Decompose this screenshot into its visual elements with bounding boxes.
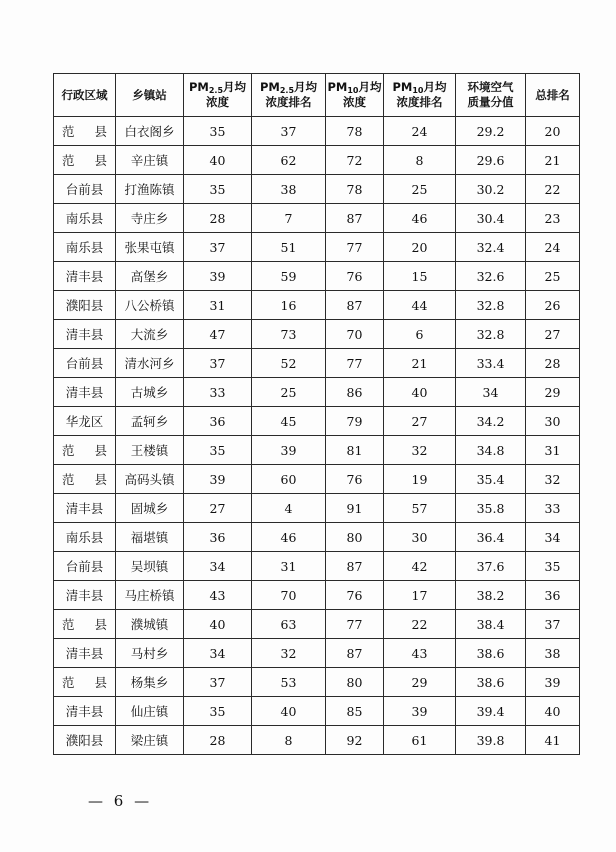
subscript: 2.5 <box>208 86 224 95</box>
table-row <box>54 233 580 262</box>
cell-pm25: 37 <box>184 233 252 262</box>
table-row <box>54 175 580 204</box>
cell-town: 张果屯镇 <box>116 233 184 262</box>
cell-score: 29.6 <box>456 146 526 175</box>
cell-score: 32.4 <box>456 233 526 262</box>
cell-pm10: 80 <box>326 668 384 697</box>
cell-pm10: 81 <box>326 436 384 465</box>
cell-town: 福堪镇 <box>116 523 184 552</box>
cell-pm25: 28 <box>184 204 252 233</box>
cell-score: 39.4 <box>456 697 526 726</box>
table-row <box>54 146 580 175</box>
cell-total-rank: 22 <box>526 175 580 204</box>
header-text: 月均 <box>294 80 318 94</box>
column-header-line: 环境空气 <box>467 80 514 94</box>
cell-score: 38.6 <box>456 668 526 697</box>
cell-pm10: 76 <box>326 465 384 494</box>
header-text: 月均 <box>223 80 247 94</box>
cell-town: 杨集乡 <box>116 668 184 697</box>
column-header-town <box>116 74 184 117</box>
table-row <box>54 117 580 146</box>
cell-town: 古城乡 <box>116 378 184 407</box>
cell-score: 33.4 <box>456 349 526 378</box>
cell-town: 寺庄乡 <box>116 204 184 233</box>
air-quality-ranking-table <box>53 73 580 755</box>
cell-pm10-rank: 44 <box>384 291 456 320</box>
cell-pm25-rank: 59 <box>252 262 326 291</box>
cell-pm10-rank: 32 <box>384 436 456 465</box>
table-row <box>54 204 580 233</box>
cell-town: 高码头镇 <box>116 465 184 494</box>
cell-total-rank: 32 <box>526 465 580 494</box>
cell-pm10-rank: 15 <box>384 262 456 291</box>
cell-total-rank: 41 <box>526 726 580 755</box>
cell-pm10-rank: 61 <box>384 726 456 755</box>
cell-pm10-rank: 46 <box>384 204 456 233</box>
cell-total-rank: 34 <box>526 523 580 552</box>
column-header-score <box>456 74 526 117</box>
cell-pm10-rank: 42 <box>384 552 456 581</box>
cell-total-rank: 35 <box>526 552 580 581</box>
cell-pm10-rank: 6 <box>384 320 456 349</box>
cell-pm10: 80 <box>326 523 384 552</box>
header-text: 月均 <box>423 80 447 94</box>
subscript: 2.5 <box>279 86 295 95</box>
cell-pm25-rank: 70 <box>252 581 326 610</box>
table-row <box>54 320 580 349</box>
cell-town: 仙庄镇 <box>116 697 184 726</box>
column-header-pm25-rank <box>252 74 326 117</box>
cell-pm10: 87 <box>326 552 384 581</box>
header-text: PM <box>188 80 209 94</box>
cell-town: 辛庄镇 <box>116 146 184 175</box>
cell-pm25: 34 <box>184 639 252 668</box>
cell-pm25: 31 <box>184 291 252 320</box>
table-row <box>54 349 580 378</box>
cell-pm10-rank: 39 <box>384 697 456 726</box>
cell-town: 梁庄镇 <box>116 726 184 755</box>
cell-pm25-rank: 60 <box>252 465 326 494</box>
cell-county: 范 县 <box>54 436 116 465</box>
cell-pm25: 37 <box>184 349 252 378</box>
table-body <box>54 117 580 755</box>
cell-county: 范 县 <box>54 610 116 639</box>
cell-total-rank: 23 <box>526 204 580 233</box>
table-row <box>54 291 580 320</box>
cell-county: 清丰县 <box>54 320 116 349</box>
cell-total-rank: 30 <box>526 407 580 436</box>
column-header-line <box>184 80 251 95</box>
cell-total-rank: 33 <box>526 494 580 523</box>
cell-pm10: 72 <box>326 146 384 175</box>
cell-pm25: 36 <box>184 523 252 552</box>
cell-town: 固城乡 <box>116 494 184 523</box>
page-number: — 6 — <box>88 792 153 810</box>
table-row <box>54 262 580 291</box>
column-header-line: 浓度排名 <box>265 95 312 109</box>
header-text: 月均 <box>358 80 382 94</box>
header-text: PM <box>327 80 348 94</box>
cell-pm10-rank: 21 <box>384 349 456 378</box>
cell-pm10: 91 <box>326 494 384 523</box>
cell-pm10-rank: 27 <box>384 407 456 436</box>
cell-pm25-rank: 40 <box>252 697 326 726</box>
cell-county: 范 县 <box>54 146 116 175</box>
cell-pm10-rank: 25 <box>384 175 456 204</box>
cell-pm25: 27 <box>184 494 252 523</box>
cell-pm10: 87 <box>326 204 384 233</box>
cell-pm10: 76 <box>326 262 384 291</box>
cell-pm10-rank: 40 <box>384 378 456 407</box>
cell-pm25-rank: 16 <box>252 291 326 320</box>
cell-pm25-rank: 46 <box>252 523 326 552</box>
cell-total-rank: 25 <box>526 262 580 291</box>
cell-score: 35.4 <box>456 465 526 494</box>
cell-county: 台前县 <box>54 175 116 204</box>
cell-county: 南乐县 <box>54 204 116 233</box>
cell-pm25: 35 <box>184 697 252 726</box>
cell-pm25-rank: 52 <box>252 349 326 378</box>
cell-pm25: 33 <box>184 378 252 407</box>
cell-county: 范 县 <box>54 668 116 697</box>
cell-total-rank: 21 <box>526 146 580 175</box>
cell-pm25: 35 <box>184 436 252 465</box>
column-header-county <box>54 74 116 117</box>
cell-county: 清丰县 <box>54 639 116 668</box>
cell-county: 台前县 <box>54 552 116 581</box>
cell-score: 32.8 <box>456 291 526 320</box>
cell-county: 濮阳县 <box>54 291 116 320</box>
column-header-line: 行政区域 <box>61 87 108 102</box>
cell-town: 高堡乡 <box>116 262 184 291</box>
table-header-row <box>54 74 580 117</box>
cell-total-rank: 24 <box>526 233 580 262</box>
cell-pm25-rank: 62 <box>252 146 326 175</box>
cell-score: 37.6 <box>456 552 526 581</box>
cell-pm25-rank: 73 <box>252 320 326 349</box>
cell-town: 清水河乡 <box>116 349 184 378</box>
column-header-line <box>252 80 325 95</box>
cell-pm10: 78 <box>326 175 384 204</box>
table-row <box>54 639 580 668</box>
table-row <box>54 610 580 639</box>
table-row <box>54 494 580 523</box>
cell-pm10-rank: 20 <box>384 233 456 262</box>
cell-pm10: 87 <box>326 291 384 320</box>
cell-total-rank: 31 <box>526 436 580 465</box>
cell-pm25-rank: 38 <box>252 175 326 204</box>
cell-score: 38.6 <box>456 639 526 668</box>
cell-pm25-rank: 7 <box>252 204 326 233</box>
header-text: PM <box>259 80 280 94</box>
cell-pm25-rank: 53 <box>252 668 326 697</box>
cell-pm25: 40 <box>184 146 252 175</box>
cell-pm25-rank: 25 <box>252 378 326 407</box>
cell-score: 38.4 <box>456 610 526 639</box>
cell-pm25: 34 <box>184 552 252 581</box>
cell-pm10-rank: 22 <box>384 610 456 639</box>
cell-pm10: 86 <box>326 378 384 407</box>
cell-pm10-rank: 30 <box>384 523 456 552</box>
cell-pm25-rank: 8 <box>252 726 326 755</box>
cell-pm25-rank: 37 <box>252 117 326 146</box>
column-header-line <box>326 80 383 95</box>
cell-county: 清丰县 <box>54 262 116 291</box>
cell-town: 濮城镇 <box>116 610 184 639</box>
column-header-line: 总排名 <box>535 87 570 102</box>
column-header-pm10-rank <box>384 74 456 117</box>
column-header-line <box>384 80 455 95</box>
cell-score: 29.2 <box>456 117 526 146</box>
cell-total-rank: 27 <box>526 320 580 349</box>
cell-county: 清丰县 <box>54 581 116 610</box>
cell-town: 吴坝镇 <box>116 552 184 581</box>
cell-town: 马村乡 <box>116 639 184 668</box>
cell-pm10: 77 <box>326 233 384 262</box>
cell-pm10: 77 <box>326 610 384 639</box>
cell-pm10-rank: 29 <box>384 668 456 697</box>
cell-county: 范 县 <box>54 117 116 146</box>
column-header-pm25 <box>184 74 252 117</box>
cell-pm10-rank: 43 <box>384 639 456 668</box>
cell-score: 39.8 <box>456 726 526 755</box>
cell-pm25-rank: 39 <box>252 436 326 465</box>
table-row <box>54 523 580 552</box>
cell-pm25: 40 <box>184 610 252 639</box>
cell-pm25: 47 <box>184 320 252 349</box>
cell-pm10: 70 <box>326 320 384 349</box>
cell-pm10: 87 <box>326 639 384 668</box>
column-header-line: 浓度 <box>343 95 366 109</box>
subscript: 10 <box>412 86 424 95</box>
cell-score: 32.6 <box>456 262 526 291</box>
table-row <box>54 668 580 697</box>
table-row <box>54 436 580 465</box>
cell-pm10: 85 <box>326 697 384 726</box>
cell-total-rank: 40 <box>526 697 580 726</box>
cell-pm25: 39 <box>184 465 252 494</box>
subscript: 10 <box>347 86 359 95</box>
cell-pm10-rank: 17 <box>384 581 456 610</box>
cell-total-rank: 36 <box>526 581 580 610</box>
cell-pm25-rank: 31 <box>252 552 326 581</box>
cell-county: 清丰县 <box>54 494 116 523</box>
cell-pm25: 35 <box>184 175 252 204</box>
column-header-line: 浓度排名 <box>396 95 443 109</box>
cell-town: 八公桥镇 <box>116 291 184 320</box>
cell-pm10-rank: 24 <box>384 117 456 146</box>
cell-total-rank: 39 <box>526 668 580 697</box>
cell-pm25: 37 <box>184 668 252 697</box>
cell-pm10-rank: 57 <box>384 494 456 523</box>
cell-pm25: 28 <box>184 726 252 755</box>
cell-pm25: 43 <box>184 581 252 610</box>
column-header-total-rank <box>526 74 580 117</box>
cell-county: 南乐县 <box>54 233 116 262</box>
table-row <box>54 581 580 610</box>
cell-town: 打渔陈镇 <box>116 175 184 204</box>
cell-pm10-rank: 8 <box>384 146 456 175</box>
cell-total-rank: 28 <box>526 349 580 378</box>
cell-pm25-rank: 63 <box>252 610 326 639</box>
cell-score: 30.2 <box>456 175 526 204</box>
cell-pm10: 77 <box>326 349 384 378</box>
cell-pm25-rank: 45 <box>252 407 326 436</box>
cell-town: 王楼镇 <box>116 436 184 465</box>
cell-total-rank: 37 <box>526 610 580 639</box>
cell-town: 孟轲乡 <box>116 407 184 436</box>
cell-score: 30.4 <box>456 204 526 233</box>
cell-county: 濮阳县 <box>54 726 116 755</box>
cell-pm25: 39 <box>184 262 252 291</box>
cell-score: 38.2 <box>456 581 526 610</box>
cell-pm10-rank: 19 <box>384 465 456 494</box>
column-header-line: 乡镇站 <box>132 87 167 102</box>
cell-pm25: 35 <box>184 117 252 146</box>
cell-score: 34 <box>456 378 526 407</box>
cell-town: 白衣阁乡 <box>116 117 184 146</box>
cell-county: 台前县 <box>54 349 116 378</box>
cell-town: 马庄桥镇 <box>116 581 184 610</box>
cell-pm25-rank: 32 <box>252 639 326 668</box>
column-header-pm10 <box>326 74 384 117</box>
cell-score: 36.4 <box>456 523 526 552</box>
cell-pm25-rank: 4 <box>252 494 326 523</box>
table-row <box>54 407 580 436</box>
cell-pm10: 78 <box>326 117 384 146</box>
cell-score: 32.8 <box>456 320 526 349</box>
cell-pm25: 36 <box>184 407 252 436</box>
cell-pm10: 79 <box>326 407 384 436</box>
cell-total-rank: 20 <box>526 117 580 146</box>
header-text: PM <box>392 80 413 94</box>
cell-score: 34.8 <box>456 436 526 465</box>
cell-county: 清丰县 <box>54 697 116 726</box>
cell-score: 35.8 <box>456 494 526 523</box>
table-row <box>54 726 580 755</box>
table-row <box>54 697 580 726</box>
cell-total-rank: 26 <box>526 291 580 320</box>
cell-county: 范 县 <box>54 465 116 494</box>
column-header-line: 质量分值 <box>467 95 514 109</box>
table-row <box>54 465 580 494</box>
cell-town: 大流乡 <box>116 320 184 349</box>
table-row <box>54 552 580 581</box>
column-header-line: 浓度 <box>206 95 229 109</box>
cell-pm25-rank: 51 <box>252 233 326 262</box>
cell-pm10: 92 <box>326 726 384 755</box>
cell-total-rank: 29 <box>526 378 580 407</box>
table-row <box>54 378 580 407</box>
cell-score: 34.2 <box>456 407 526 436</box>
cell-county: 南乐县 <box>54 523 116 552</box>
cell-county: 华龙区 <box>54 407 116 436</box>
cell-county: 清丰县 <box>54 378 116 407</box>
cell-total-rank: 38 <box>526 639 580 668</box>
cell-pm10: 76 <box>326 581 384 610</box>
